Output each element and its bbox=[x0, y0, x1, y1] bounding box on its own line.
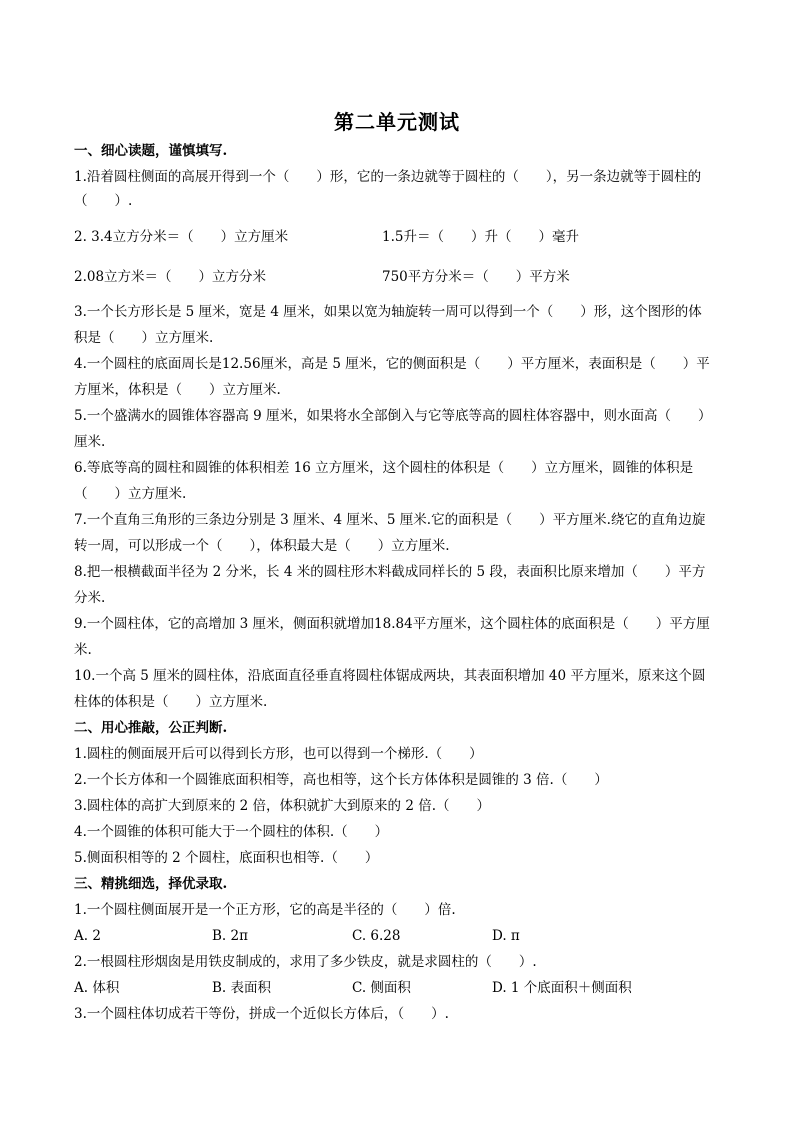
choice-question-1: 1.一个圆柱侧面展开是一个正方形，它的高是半径的（ ）倍. bbox=[74, 902, 456, 918]
question-1-line-1: 1.沿着圆柱侧面的高展开得到一个（ ）形，它的一条边就等于圆柱的（ ），另一条边就等于圆柱的 bbox=[74, 169, 702, 185]
judgement-question-2: 2.一个长方体和一个圆锥底面积相等，高也相等，这个长方体体积是圆锥的 3 倍.（ ） bbox=[74, 772, 608, 788]
option-a: A. 体积 bbox=[74, 980, 120, 996]
judgement-question-5: 5.侧面积相等的 2 个圆柱，底面积也相等.（ ） bbox=[74, 850, 379, 866]
option-a: A. 2 bbox=[74, 928, 101, 944]
question-2c: 2.08立方米＝（ ）立方分米 bbox=[74, 269, 267, 285]
question-2a: 2. 3.4立方分米＝（ ）立方厘米 bbox=[74, 229, 289, 245]
page-title: 第二单元测试 bbox=[334, 110, 460, 134]
question-6-line-1: 6.等底等高的圆柱和圆锥的体积相差 16 立方厘米，这个圆柱的体积是（ ）立方厘米，圆锥的体积是 bbox=[74, 460, 694, 476]
section-heading-judgement: 二、用心推敲，公正判断. bbox=[74, 720, 228, 736]
question-8-line-1: 8.把一根横截面半径为 2 分米，长 4 米的圆柱形木料截成同样长的 5 段，表面积比原来增加（ ）平方 bbox=[74, 564, 706, 580]
section-heading-choice: 三、精挑细选，择优录取. bbox=[74, 876, 228, 892]
question-2d: 750平方分米＝（ ）平方米 bbox=[382, 269, 570, 285]
choice-question-3: 3.一个圆柱体切成若干等份，拼成一个近似长方体后，（ ）. bbox=[74, 1006, 449, 1022]
judgement-question-3: 3.圆柱体的高扩大到原来的 2 倍，体积就扩大到原来的 2 倍.（ ） bbox=[74, 798, 491, 814]
question-9-line-1: 9.一个圆柱体，它的高增加 3 厘米，侧面积就增加18.84平方厘米，这个圆柱体的底面积是（ ）平方厘 bbox=[74, 616, 710, 632]
option-c: C. 6.28 bbox=[352, 928, 401, 944]
question-9-line-2: 米. bbox=[74, 642, 92, 658]
section-heading-fill-in: 一、细心读题，谨慎填写. bbox=[74, 143, 228, 159]
question-1-line-2: （ ）. bbox=[74, 193, 133, 209]
question-7-line-2: 转一周，可以形成一个（ ），体积最大是（ ）立方厘米. bbox=[74, 538, 450, 554]
option-b: B. 表面积 bbox=[212, 980, 272, 996]
option-c: C. 侧面积 bbox=[352, 980, 411, 996]
question-3-line-1: 3.一个长方形长是 5 厘米，宽是 4 厘米，如果以宽为轴旋转一周可以得到一个（ ）形，这个图形的体 bbox=[74, 304, 702, 320]
question-10-line-2: 柱体的体积是（ ）立方厘米. bbox=[74, 694, 268, 710]
question-10-line-1: 10.一个高 5 厘米的圆柱体，沿底面直径垂直将圆柱体锯成两块，其表面积增加 40 平方厘米，原来这个圆 bbox=[74, 668, 706, 684]
option-b: B. 2π bbox=[212, 928, 248, 944]
question-4-line-2: 方厘米，体积是（ ）立方厘米. bbox=[74, 382, 281, 398]
question-4-line-1: 4.一个圆柱的底面周长是12.56厘米，高是 5 厘米，它的侧面积是（ ）平方厘米，表面积是（ ）平 bbox=[74, 356, 710, 372]
choice-question-2: 2.一根圆柱形烟囱是用铁皮制成的，求用了多少铁皮，就是求圆柱的（ ）. bbox=[74, 954, 537, 970]
question-8-line-2: 分米. bbox=[74, 590, 106, 606]
question-7-line-1: 7.一个直角三角形的三条边分别是 3 厘米、4 厘米、5 厘米.它的面积是（ ）平方厘米.绕它的直角边旋 bbox=[74, 512, 706, 528]
question-5-line-1: 5.一个盛满水的圆锥体容器高 9 厘米，如果将水全部倒入与它等底等高的圆柱体容器中，则水面高（ ） bbox=[74, 408, 712, 424]
option-d: D. π bbox=[492, 928, 520, 944]
judgement-question-1: 1.圆柱的侧面展开后可以得到长方形，也可以得到一个梯形.（ ） bbox=[74, 746, 483, 762]
question-3-line-2: 积是（ ）立方厘米. bbox=[74, 330, 214, 346]
question-5-line-2: 厘米. bbox=[74, 434, 106, 450]
option-d: D. 1 个底面积＋侧面积 bbox=[492, 980, 632, 996]
judgement-question-4: 4.一个圆锥的体积可能大于一个圆柱的体积.（ ） bbox=[74, 824, 389, 840]
question-2b: 1.5升＝（ ）升（ ）毫升 bbox=[382, 229, 579, 245]
question-6-line-2: （ ）立方厘米. bbox=[74, 486, 187, 502]
